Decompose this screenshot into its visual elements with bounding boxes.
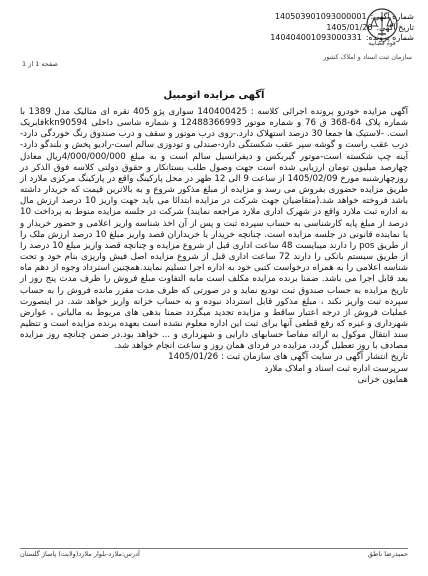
publish-line: تاریخ انتشار آگهی در سایت آگهی های سازمان ثبت : 1405/01/26 <box>168 352 408 363</box>
organization-name: سازمان ثبت اسناد و املاک کشور <box>323 53 412 61</box>
ad-number-row <box>214 12 414 23</box>
footer-divider <box>20 548 408 549</box>
footer-checker: حمیدرضا ناطق <box>367 550 408 558</box>
body-paragraph: آگهی مزایده خودرو پرونده اجرائی کلاسه : 140400425 سواری پژو 405 نقره ای متالیک مدل 1389 با شماره پلاک 64-368 ق 76 و شماره موتور 12488366993 و شماره شاسی داخلی kkn90594فابریک است. -لاستیک ها جمعا 30 درصد استهلاک دارد.-روی درب موتور و سقف و درب صندوق رنگ خوردگی دارد-درب عقب راست و گوشه سپر عقب شکستگی دارد-صندلی و تودوزی سالم است-رادیو پخش و بلندگو دارد-آینه چپ شکسته است-موتور گیربکس و دیفرانسیل سالم است و به مبلغ 4/000/000/000ریال معادل چهارصد میلیون تومان ارزیابی شده است جهت وصول طلب بستانکار و حقوق دولتی کلاسه فوق الذکر در روزچهارشنبه مورخ 1405/02/09 از ساعت 9 الی 12 ظهر در محل پارکینگ واقع در پارکینگ مرکزی ملارد از طریق مزایده حضوری بفروش می رسد و مزایده از مبلغ مذکور شروع و به بالاترین قیمت که خریدار داشته باشد فروخته خواهد شد.(متقاضیان جهت شرکت در مزایده ابتدائا می باید جهت واریز 10 درصد ارزش مال به اداره ثبت ملارد واقع در شهرک اداری ملارد مراجعه نمایند) شرکت در جلسه مزایده منوط به پرداخت 10 درصد از مبلغ پایه کارشناسی به حساب سپرده ثبت و پس از آن اخذ شناسه واریز اعلامی و حضور خریدار و یا نماینده قانونی در جلسه مزایده است. چنانچه خریدار یا خریداران قصد واریز مبلغ 10 درصد ارزش ملک را از طریق pos را دارند میبایست 48 ساعت اداری قبل از شروع مزایده و چنانچه قصد واریز مبلغ 10 درصد را از طریق سیستم بانکی را دارند 72 ساعت اداری قبل از شروع مزایده اصل فیش واریزی بنام خود و تحت شناسه اعلامی را به همراه درخواست کتبی خود به اداره اجرا تسلیم نمایند.همچنین استرداد وجوه از دهم ماه بعد قابل اجرا می باشد. ضمنا برنده مزایده مکلف است مابه التفاوت مبلغ فروش را ظرف مدت پنج روز از تاریخ مزایده به حساب صندوق ثبت تودیع نماید و در صورتی که ظرف مدت مقرر مانده فروش را به حساب سپرده ثبت واریز نکند ، مبلغ مذکور قابل استرداد نبوده و به حساب خزانه واریز خواهد شد. در اینصورت عملیات فروش از درجه اعتبار ساقط و مزایده تجدید میگردد ضمنا بدهی های مربوط به مالیاتی ، عوارض شهرداری و غیره که رفع قطعی آنها برای ثبت این اداره معلوم نشده است بعهده برنده مزایده است و تنظیم سند انتقال موکول به ارائه مفاصا حسابهای دارایی و شهرداری و ... خواهد بود.در ضمن چنانچه روز مزایده مصادف با روز تعطیل گردد، مزایده در فردای همان روز و ساعت انجام خواهد شد. <box>20 107 409 352</box>
document-title: آگهی مزایده اتومبیل <box>163 90 265 101</box>
ad-number-label: شماره آگهی: <box>370 12 414 21</box>
ad-date-label: تاریخ آگهی: <box>376 22 414 32</box>
case-number-label: شماره پرونده: <box>365 33 414 42</box>
signer-name: همایون خرانی <box>357 374 408 385</box>
page-number: صفحه 1 از 1 <box>22 60 58 68</box>
ad-date: 1405/01/26 <box>326 22 373 32</box>
case-number-row <box>214 33 414 44</box>
case-number: 140404001093000331 <box>270 33 362 42</box>
document-body <box>20 107 408 386</box>
footer <box>20 550 408 558</box>
ad-metadata <box>214 12 414 44</box>
ad-number: 140503901093000001 <box>274 12 367 21</box>
ad-date-row <box>214 23 414 34</box>
emblem-caption: قوه قضاییه <box>368 40 396 47</box>
signature-title: سرپرست اداره ثبت اسناد و املاک ملارد <box>264 363 408 374</box>
footer-address: آدرس:ملارد-بلوار ملارد(ولایت) پاساژ گلستان <box>20 550 140 558</box>
